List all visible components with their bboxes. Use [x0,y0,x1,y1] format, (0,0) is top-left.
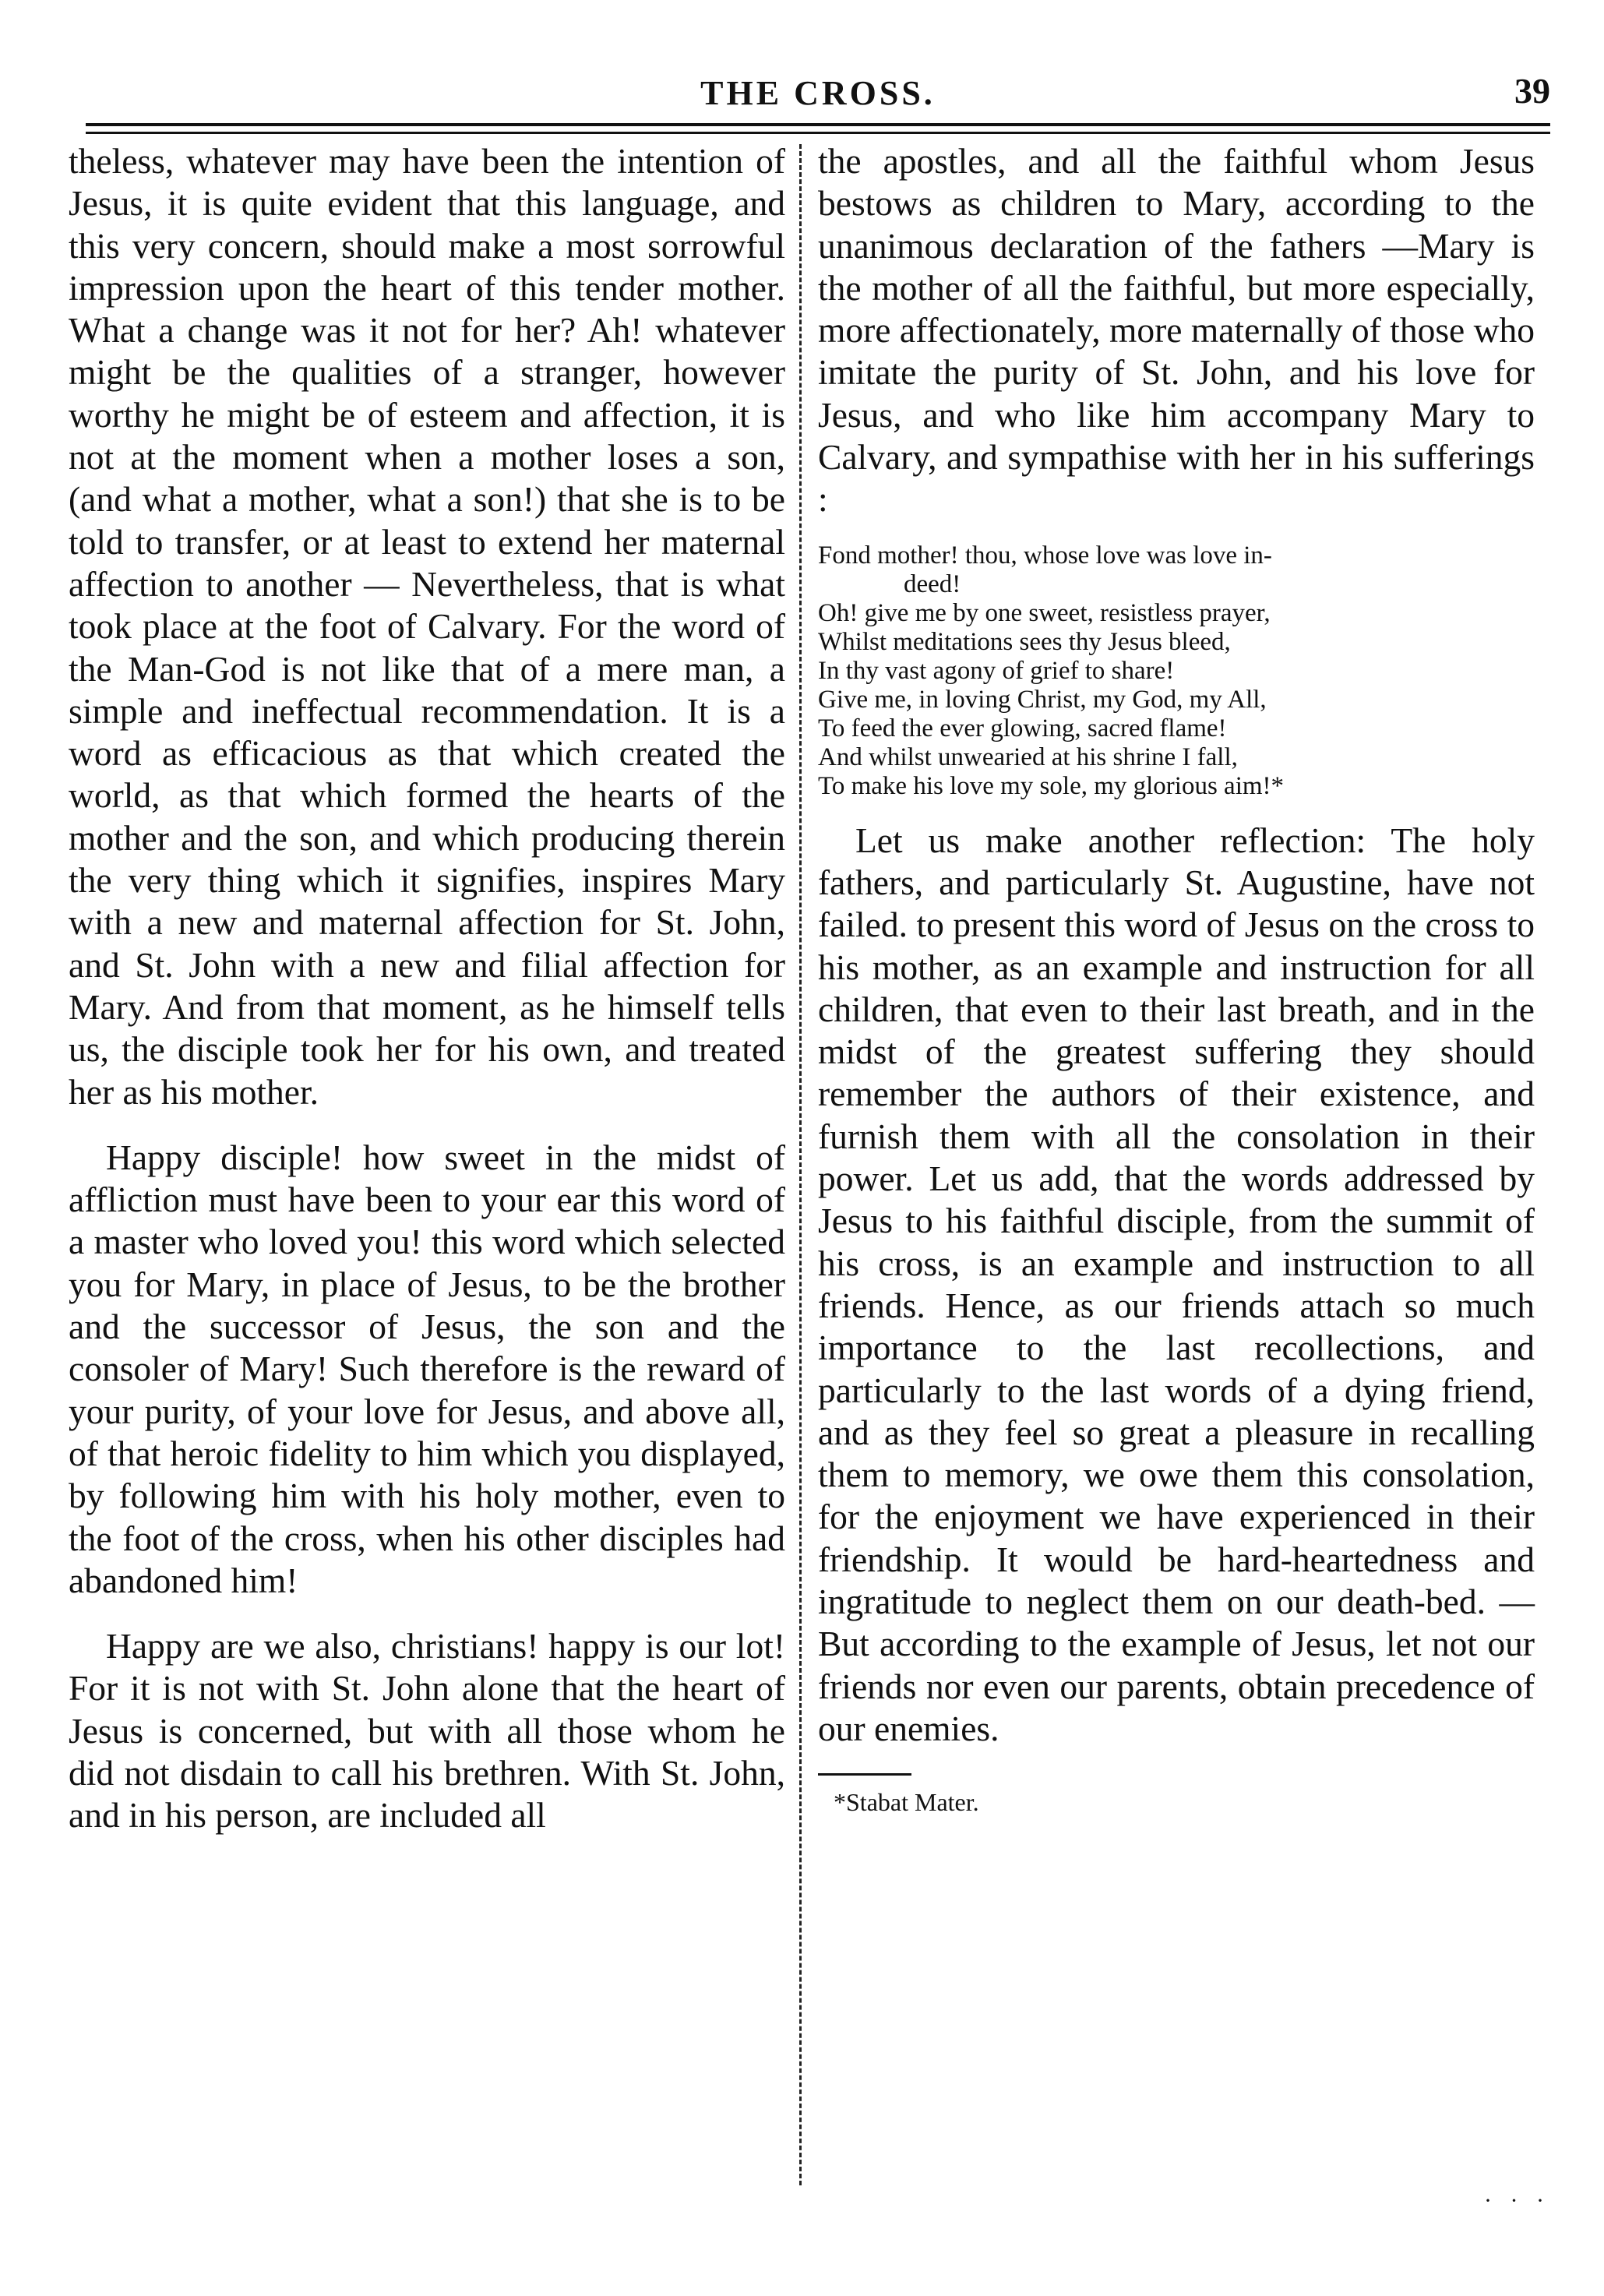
corner-marks: · · · [1484,2188,1550,2213]
poem-line: Whilst meditations sees thy Jesus bleed, [818,627,1231,656]
footnote: *Stabat Mater. [834,1788,979,1817]
paragraph: theless, whatever may have been the intention of Jesus, it is quite evident that this language, and this very concern, should make a most sorrowful impression upon the heart of this tender mother. What a change was it not for her? Ah! whatever might be the qualities of a stranger, however worthy he might be of esteem and affection, it is not at the moment when a mother loses a son, (and what a mother, what a son!) that she is to be told to transfer, or at least to extend her maternal affection to another — Nevertheless, that is what took place at the foot of Calvary. For the word of the Man-God is not like that of a mere man, a simple and ineffectual recommendation. It is a word as efficacious as that which created the world, as that which formed the hearts of the mother and the son, and which producing therein the very thing which it signifies, inspires Mary with a new and maternal affection for St. John, and St. John with a new and filial affection for Mary. And from that moment, as he himself tells us, the disciple took her for his own, and treated her as his mother. [69,141,785,1112]
poem-line: In thy vast agony of grief to share! [818,656,1175,685]
poem-line: And whilst unwearied at his shrine I fall, [818,742,1238,771]
paragraph: Happy disciple! how sweet in the midst of affliction must have been to your ear this word of a master who loved you! this word which selected you for Mary, in place of Jesus, to be the brother and the successor of Jesus, the son and the consoler of Mary! Such therefore is the reward of your purity, of your love for Jesus, and above all, of that heroic fidelity to him which you displayed, by following him with his holy mother, even to the foot of the cross, when his other disciples had abandoned him! [69,1137,785,1600]
left-column [69,140,785,1837]
paragraph: the apostles, and all the faithful whom Jesus bestows as children to Mary, according to the unanimous declaration of the fathers —Mary is the mother of all the faithful, but more especially, more affectionately, more maternally of those who imitate the purity of St. John, and his love for Jesus, and who like him accompany Mary to Calvary, and sympathise with her in his sufferings : [818,141,1535,520]
poem [818,541,1535,801]
page-number: 39 [1514,71,1550,111]
poem-line: To feed the ever glowing, sacred flame! [818,714,1227,742]
column-divider [799,144,802,2185]
paragraph: Happy are we also, christians! happy is our lot! For it is not with St. John alone that the heart of Jesus is concerned, but with all those whom he did not disdain to call his brethren. With St. John, and in his person, are included all [69,1626,785,1836]
paragraph: Let us make another reflection: The holy fathers, and particularly St. Augustine, have not failed. to present this word of Jesus on the cross to his mother, as an example and instruction for all children, that even to their last breath, and in the midst of the greatest suffering they should remember the authors of their existence, and furnish them with all the consolation in their power. Let us add, that the words addressed by Jesus to his faithful disciple, from the summit of his cross, is an example and instruction to all friends. Hence, as our friends attach so much importance to the last recollections, and particularly to the last words of a dying friend, and as they feel so great a pleasure in recalling them to memory, we owe them this consolation, for the enjoyment we have experienced in their friendship. It would be hard-heartedness and ingratitude to neglect them on our death-bed. —But according to the example of Jesus, let not our friends nor even our parents, obtain precedence of our enemies. [818,820,1535,1748]
poem-line: Give me, in loving Christ, my God, my All, [818,685,1267,714]
poem-line: To make his love my sole, my glorious aim!* [818,771,1285,800]
poem-line-continuation: deed! [904,570,961,598]
running-title: THE CROSS. [700,74,936,112]
poem-line: Fond mother! thou, whose love was love in- [818,541,1272,570]
right-column [818,140,1535,1818]
page-header [86,70,1550,125]
poem-line: Oh! give me by one sweet, resistless prayer, [818,598,1271,627]
footnote-rule [818,1773,911,1776]
header-rule [86,123,1550,134]
